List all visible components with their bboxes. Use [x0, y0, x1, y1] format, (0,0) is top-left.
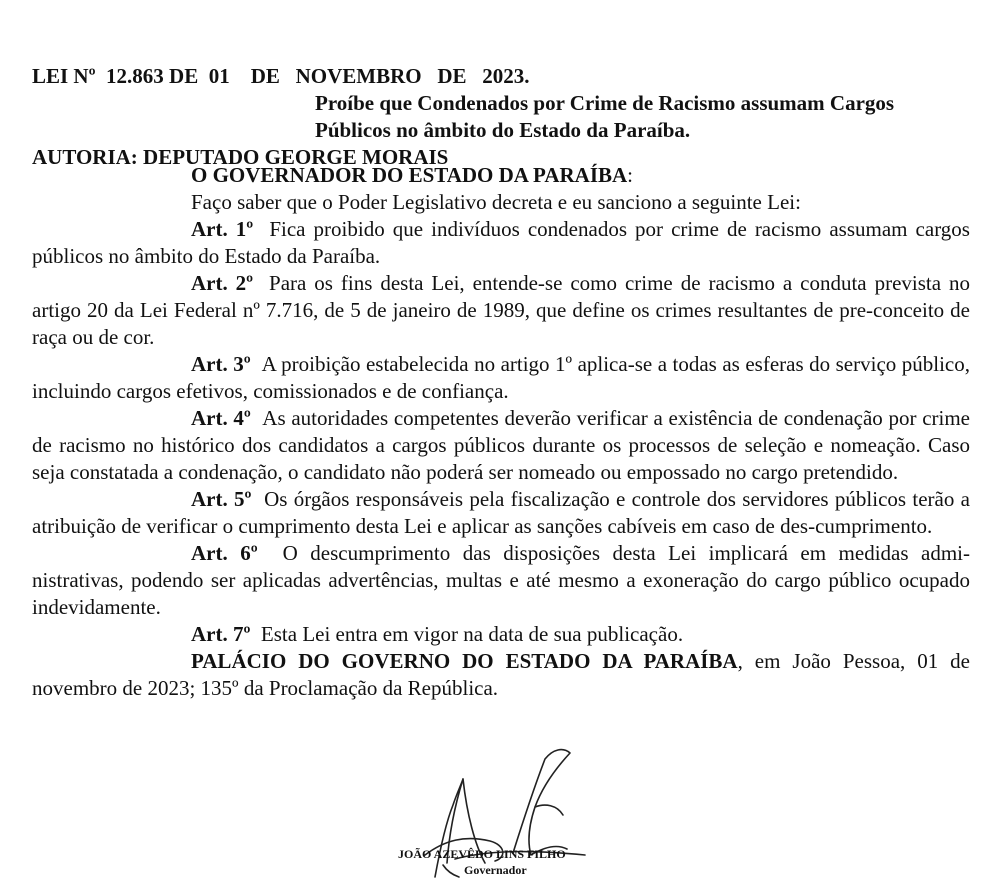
article-text: Esta Lei entra em vigor na data de sua publicação.: [260, 622, 684, 646]
signatory-name: JOÃO AZEVÊDO LINS FILHO: [398, 847, 566, 861]
article-text: As autoridades competentes deverão verificar a existência de condenação por crime de racismo no histórico dos candidatos a cargos públicos durante os processos de seleção e nomeação. Caso seja constatada a condenação, o candidato não poderá ser nomeado ou empossado no cargo pretendido.: [32, 406, 971, 484]
article-7: [32, 621, 970, 648]
closing-text: , em João Pessoa, 01 de novembro de 2023; 135º da Proclamação da República.: [32, 649, 970, 700]
article-label: Art. 7º: [191, 622, 251, 646]
authority-colon: :: [627, 163, 634, 187]
article-label: Art. 3º: [191, 352, 251, 376]
law-authorship: AUTORIA: DEPUTADO GEORGE MORAIS: [32, 145, 449, 169]
article-4: [32, 405, 970, 486]
law-ementa: Proíbe que Condenados por Crime de Racismo assumam Cargos Públicos no âmbito do Estado da Paraíba.: [315, 91, 895, 142]
article-6: [32, 540, 970, 621]
authority-name: O GOVERNADOR DO ESTADO DA PARAÍBA: [191, 163, 628, 187]
law-number: LEI Nº 12.863 DE 01 DE NOVEMBRO DE 2023.: [32, 64, 530, 88]
article-label: Art. 1º: [191, 217, 254, 241]
palace-name: PALÁCIO DO GOVERNO DO ESTADO DA PARAÍBA: [191, 649, 738, 673]
signatory-role: Governador: [464, 863, 527, 877]
preamble-authority: [32, 162, 970, 189]
article-2: [32, 270, 970, 351]
article-label: Art. 4º: [191, 406, 251, 430]
article-text: Fica proibido que indivíduos condenados por crime de racismo assumam cargos públicos no âmbito do Estado da Paraíba.: [32, 217, 970, 268]
article-label: Art. 5º: [191, 487, 252, 511]
article-label: Art. 2º: [191, 271, 254, 295]
article-1: [32, 216, 970, 270]
closing-paragraph: [32, 648, 970, 702]
article-3: [32, 351, 970, 405]
article-5: [32, 486, 970, 540]
preamble-enactment: Faço saber que o Poder Legislativo decreta e eu sanciono a seguinte Lei:: [191, 190, 801, 214]
article-label: Art. 6º: [191, 541, 258, 565]
article-text: Os órgãos responsáveis pela fiscalização e controle dos servidores públicos terão a atribuição de verificar o cumprimento desta Lei e aplicar as sanções cabíveis em caso de des-cumprimento.: [32, 487, 970, 538]
article-text: A proibição estabelecida no artigo 1º aplica-se a todas as esferas do serviço público, incluindo cargos efetivos, comissionados e de confiança.: [32, 352, 970, 403]
law-body: [32, 162, 970, 702]
article-text: O descumprimento das disposições desta Lei implicará em medidas admi-nistrativas, podendo ser aplicadas advertências, multas e até mesmo a exoneração do cargo público ocupado indevidamente.: [32, 541, 971, 619]
article-text: Para os fins desta Lei, entende-se como crime de racismo a conduta prevista no artigo 20 da Lei Federal nº 7.716, de 5 de janeiro de 1989, que define os crimes resultantes de pre-conceito de raça ou de cor.: [32, 271, 970, 349]
